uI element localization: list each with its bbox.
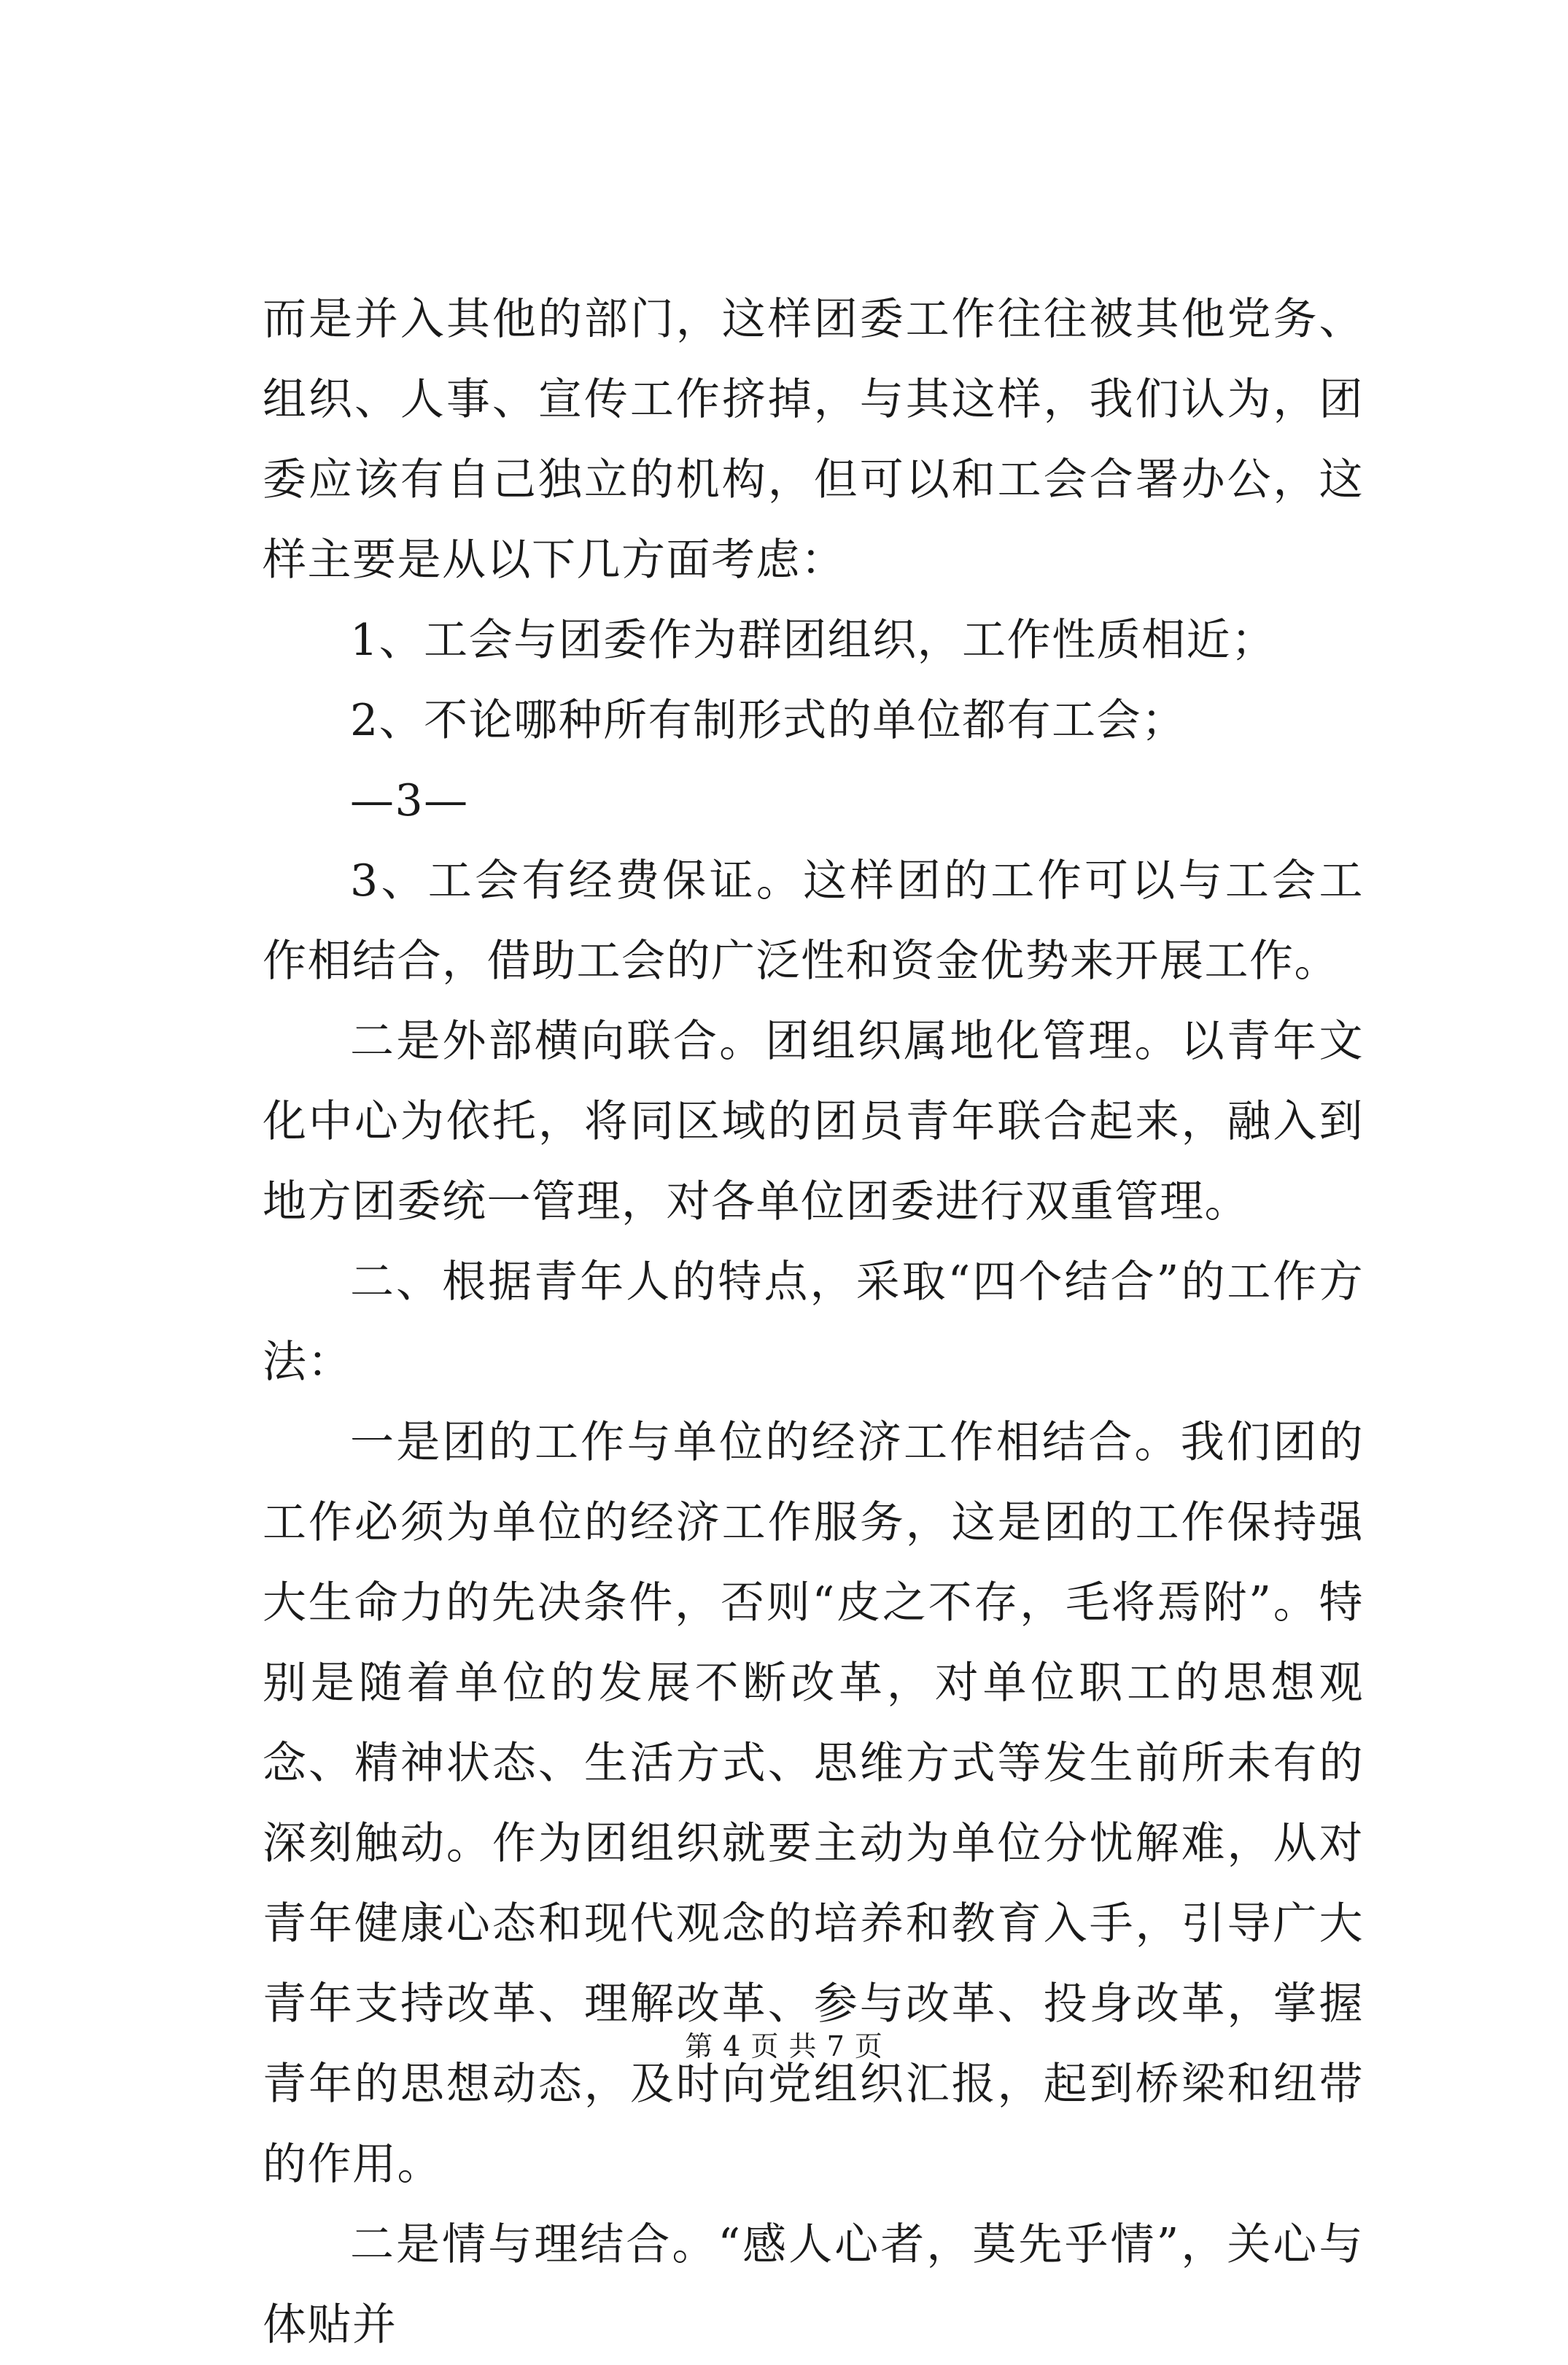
page-footer: 第 4 页 共 7 页 bbox=[685, 2030, 883, 2062]
paragraph-emotion-reason: 二是情与理结合。“感人心者，莫先乎情”，关心与体贴并 bbox=[263, 2219, 1364, 2350]
section-heading-four-combinations: 二、根据青年人的特点，采取“四个结合”的工作方法： bbox=[263, 1257, 1364, 1388]
list-item-1: 1、工会与团委作为群团组织，工作性质相近； bbox=[350, 615, 1276, 666]
paragraph-continuation: 而是并入其他的部门，这样团委工作往往被其他党务、组织、人事、宣传工作挤掉，与其这样，我们认为，团委应该有自己独立的机构，但可以和工会合署办公，这样主要是从以下几方面考虑： bbox=[263, 294, 1364, 586]
inline-page-marker: —3— bbox=[350, 775, 469, 826]
paragraph-economic-work: 一是团的工作与单位的经济工作相结合。我们团的工作必须为单位的经济工作服务，这是团的工作保持强大生命力的先决条件，否则“皮之不存，毛将焉附”。特别是随着单位的发展不断改革，对单位职工的思想观念、精神状态、生活方式、思维方式等发生前所未有的深刻触动。作为团组织就要主动为单位分忧解难，从对青年健康心态和现代观念的培养和教育入手，引导广大青年支持改革、理解改革、参与改革、投身改革，掌握青年的思想动态，及时向党组织汇报，起到桥梁和纽带的作用。 bbox=[263, 1417, 1364, 2190]
list-item-2: 2、不论哪种所有制形式的单位都有工会； bbox=[350, 695, 1187, 746]
paragraph-external-union: 二是外部横向联合。团组织属地化管理。以青年文化中心为依托，将同区域的团员青年联合起来，融入到地方团委统一管理，对各单位团委进行双重管理。 bbox=[263, 1016, 1364, 1227]
list-item-3: 3、工会有经费保证。这样团的工作可以与工会工作相结合，借助工会的广泛性和资金优势来开展工作。 bbox=[263, 855, 1364, 987]
